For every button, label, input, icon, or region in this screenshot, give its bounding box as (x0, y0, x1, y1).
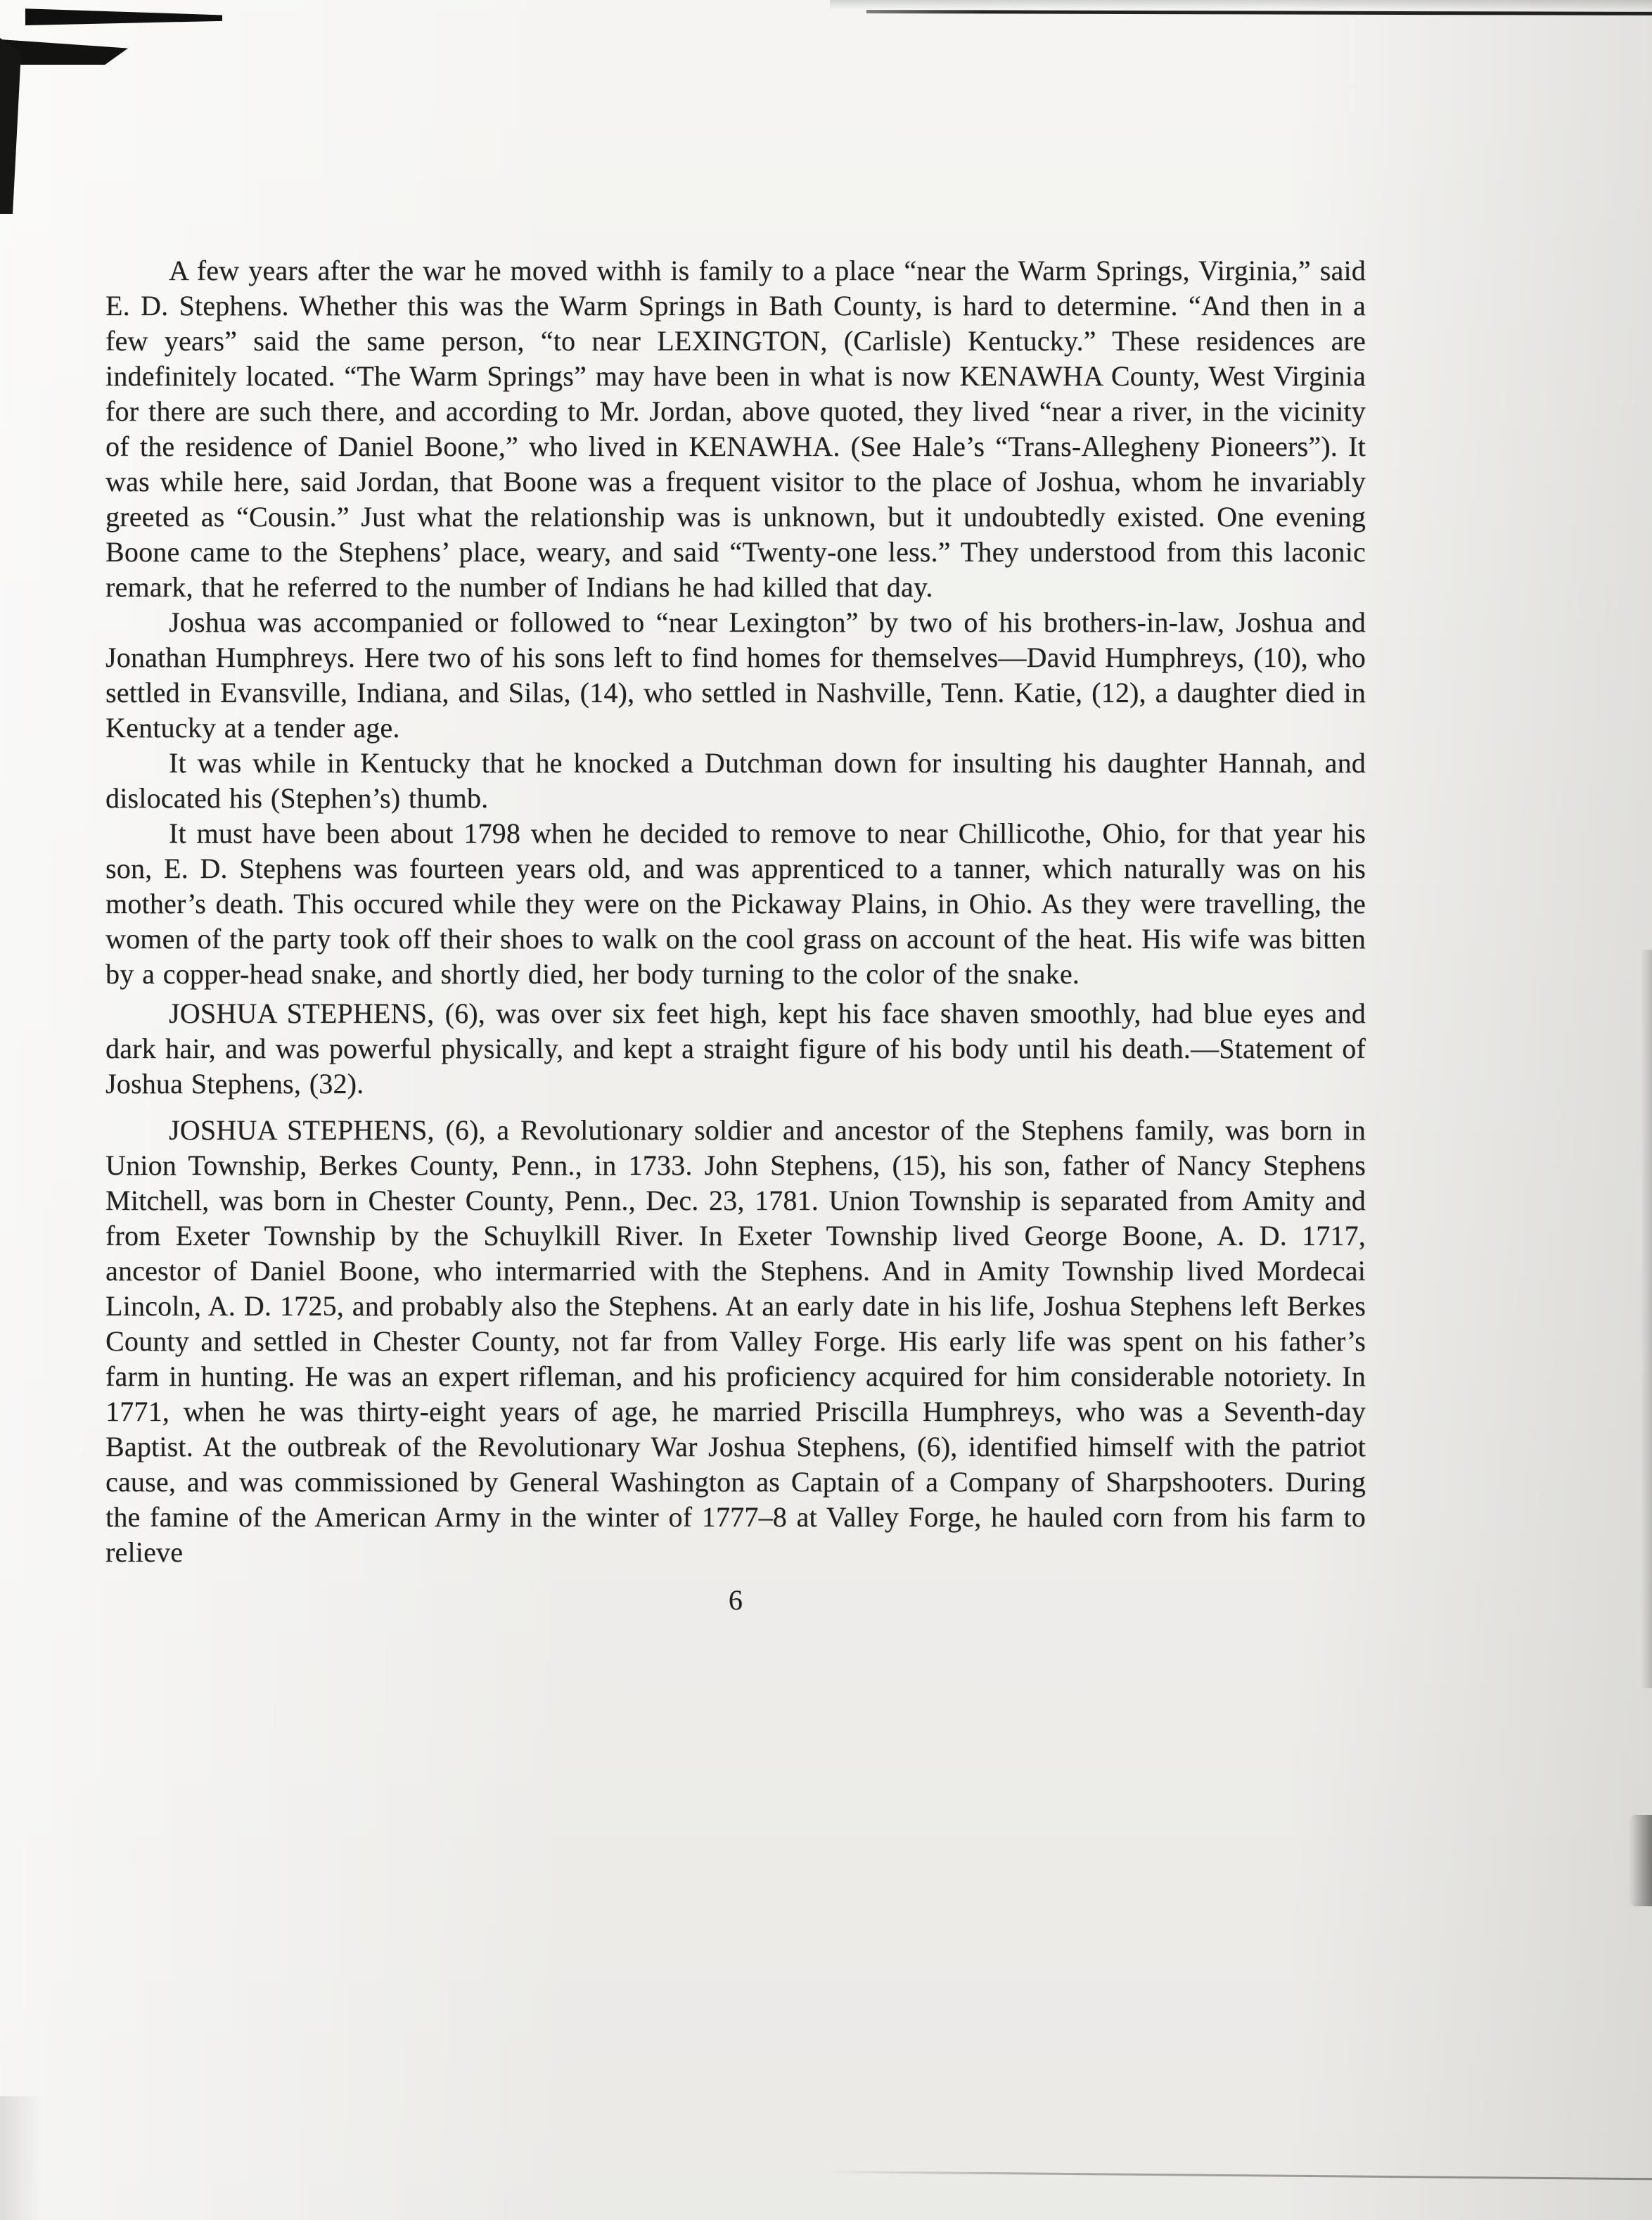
scan-artifact-left-edge-blot (0, 38, 21, 214)
paragraph: JOSHUA STEPHENS, (6), a Revolutionary soldier and ancestor of the Stephens family, was born in Union Township, Berkes County, Penn., in 1733. John Stephens, (15), his son, father of Nancy Stephens Mitchell, was born in Chester County, Penn., Dec. 23, 1781. Union Township is separated from Amity and from Exeter Township by the Schuylkill River. In Exeter Township lived George Boone, A. D. 1717, ancestor of Daniel Boone, who intermarried with the Stephens. And in Amity Township lived Mordecai Lincoln, A. D. 1725, and probably also the Stephens. At an early date in his life, Joshua Stephens left Berkes County and settled in Chester County, not far from Valley Forge. His early life was spent on his father’s farm in hunting. He was an expert rifleman, and his proficiency acquired for him considerable notoriety. In 1771, when he was thirty-eight years of age, he married Priscilla Humphreys, who was a Seventh-day Baptist. At the outbreak of the Revolutionary War Joshua Stephens, (6), identified himself with the patriot cause, and was commissioned by General Washington as Captain of a Company of Sharpshooters. During the famine of the American Army in the winter of 1777–8 at Valley Forge, he hauled corn from his farm to relieve (105, 1114, 1366, 1568)
scan-artifact-right-edge-smudge (1629, 1815, 1652, 1906)
page-number: 6 (728, 1584, 743, 1616)
scan-artifact-right-edge-shade (1641, 950, 1652, 1688)
scan-artifact-top-left-mark-2 (0, 39, 128, 65)
paragraph: A few years after the war he moved withh is family to a place “near the Warm Springs, Virginia,” said E. D. Stephens. Whether this was the Warm Springs in Bath County, is hard to determine. “And then in a few years” said the same person, “to near LEXINGTON, (Carlisle) Kentucky.” These residences are indefinitely located. “The Warm Springs” may have been in what is now KENAWHA County, West Virginia for there are such there, and according to Mr. Jordan, above quoted, they lived “near a river, in the vicinity of the residence of Daniel Boone,” who lived in KENAWHA. (See Hale’s “Trans-Allegheny Pioneers”). It was while here, said Jordan, that Boone was a frequent visitor to the place of Joshua, whom he invariably greeted as “Cousin.” Just what the relationship was is unknown, but it undoubtedly existed. One evening Boone came to the Stephens’ place, weary, and said “Twenty-one less.” They understood from this laconic remark, that he referred to the number of Indians he had killed that day. (105, 255, 1366, 603)
paragraph: Joshua was accompanied or followed to “near Lexington” by two of his brothers-in-law, Joshua and Jonathan Humphreys. Here two of his sons left to find homes for themselves—David Humphreys, (10), who settled in Evansville, Indiana, and Silas, (14), who settled in Nashville, Tenn. Katie, (12), a daughter died in Kentucky at a tender age. (105, 606, 1366, 744)
scan-artifact-left-binding-shadow (0, 62, 13, 1476)
paragraph: It was while in Kentucky that he knocked a Dutchman down for insulting his daughter Hannah, and dislocated his (Stephen’s) thumb. (105, 747, 1366, 814)
page-text-column (105, 253, 1366, 1618)
scan-artifact-top-right-band (830, 0, 1652, 10)
scan-artifact-bottom-right-line (826, 2171, 1652, 2180)
paragraph: JOSHUA STEPHENS, (6), was over six feet high, kept his face shaven smoothly, had blue eyes and dark hair, and was powerful physically, and kept a straight figure of his body until his death.—Statement of Joshua Stephens, (32). (105, 997, 1366, 1099)
paragraph: It must have been about 1798 when he decided to remove to near Chillicothe, Ohio, for that year his son, E. D. Stephens was fourteen years old, and was apprenticed to a tanner, which naturally was on his mother’s death. This occured while they were on the Pickaway Plains, in Ohio. As they were travelling, the women of the party took off their shoes to walk on the cool grass on account of the heat. His wife was bitten by a copper-head snake, and shortly died, her body turning to the color of the snake. (105, 817, 1366, 990)
scan-artifact-top-left-mark (25, 6, 222, 25)
scan-artifact-bottom-left-shade (0, 2096, 42, 2220)
scan-artifact-top-right-line (866, 10, 1652, 15)
